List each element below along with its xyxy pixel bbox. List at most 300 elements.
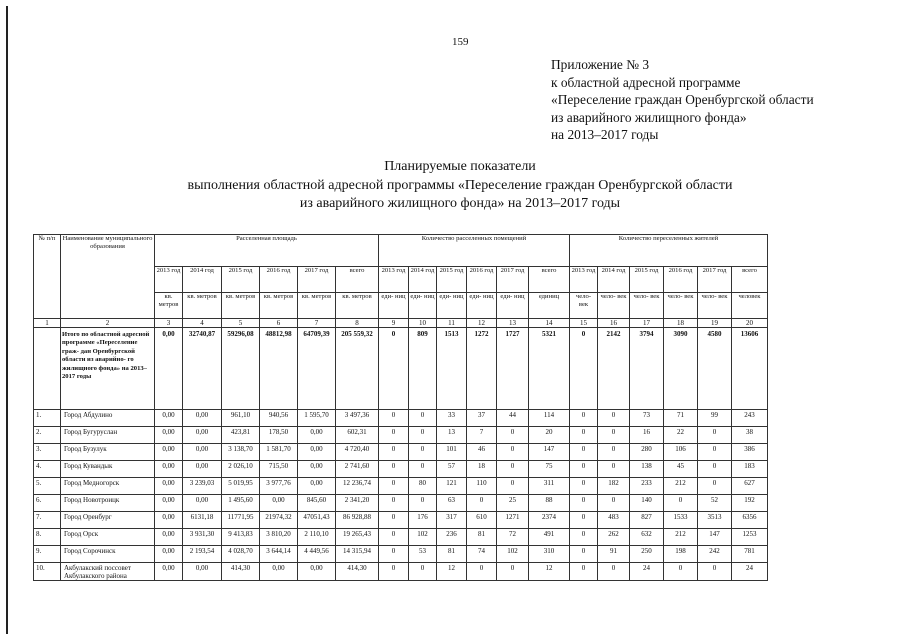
table-cell: 0 [698,478,732,495]
column-number: 8 [336,319,379,328]
column-number: 1 [34,319,61,328]
header-unit: кв. метров [222,293,260,319]
table-cell: 0 [379,563,409,581]
table-cell: 262 [598,529,630,546]
table-cell: 106 [664,444,698,461]
total-cell: 48812,98 [260,328,298,410]
table-cell: 0,00 [155,461,183,478]
table-cell: 1253 [732,529,768,546]
table-cell: 0 [379,495,409,512]
column-number: 10 [409,319,437,328]
table-cell: 183 [732,461,768,478]
column-number: 14 [529,319,570,328]
table-row [34,495,768,512]
header-year: 2016 год [664,267,698,293]
table-cell: 0,00 [183,410,222,427]
header-year: 2013 год [155,267,183,293]
table-cell: 6356 [732,512,768,529]
table-cell: 13 [437,427,467,444]
table-cell: 0,00 [155,478,183,495]
header-year: 2014 год [598,267,630,293]
table-cell: 0 [497,563,529,581]
table-cell: 178,50 [260,427,298,444]
table-cell: 0 [570,410,598,427]
table-cell: 212 [664,478,698,495]
table-cell: 491 [529,529,570,546]
table-cell: 0 [570,427,598,444]
table-row [34,512,768,529]
table-cell: 0 [379,444,409,461]
table-cell: 0 [409,427,437,444]
total-cell: 0,00 [155,328,183,410]
table-cell: 1 581,70 [260,444,298,461]
appendix-line: «Переселение граждан Оренбургской области [551,92,814,107]
table-cell: 16 [630,427,664,444]
table-cell: 9 413,83 [222,529,260,546]
table-cell: 81 [467,529,497,546]
table-cell: 0 [379,427,409,444]
table-cell: 781 [732,546,768,563]
row-number: 8. [34,529,61,546]
table-cell: 88 [529,495,570,512]
table-cell: 610 [467,512,497,529]
appendix-header [551,56,814,144]
column-number: 6 [260,319,298,328]
table-cell: 0 [409,495,437,512]
table-cell: 0,00 [260,563,298,581]
table-cell: 121 [437,478,467,495]
table-cell: 1533 [664,512,698,529]
table-cell: 243 [732,410,768,427]
header-year: всего [336,267,379,293]
table-row [34,427,768,444]
table-cell: 2 741,60 [336,461,379,478]
header-year: 2015 год [222,267,260,293]
table-cell: 138 [630,461,664,478]
table-cell: 14 315,94 [336,546,379,563]
header-count-group: Количество расселенных помещений [379,235,570,267]
table-cell: 91 [598,546,630,563]
table-cell: 250 [630,546,664,563]
table-cell: 414,30 [336,563,379,581]
column-number: 17 [630,319,664,328]
municipality-name: Город Абдулино [61,410,155,427]
header-unit: чело- век [630,293,664,319]
title-line: выполнения областной адресной программы «Переселение граждан Оренбургской области [187,177,733,193]
table-cell: 0,00 [155,444,183,461]
table-cell: 3 497,36 [336,410,379,427]
table-cell: 0,00 [155,563,183,581]
table-cell: 3 138,70 [222,444,260,461]
table-cell: 0 [497,478,529,495]
column-number: 19 [698,319,732,328]
table-cell: 0,00 [298,444,336,461]
table-cell: 37 [467,410,497,427]
row-number: 2. [34,427,61,444]
column-number: 9 [379,319,409,328]
table-cell: 212 [664,529,698,546]
total-cell: 1727 [497,328,529,410]
table-cell: 2 341,20 [336,495,379,512]
table-cell: 940,56 [260,410,298,427]
table-cell: 827 [630,512,664,529]
municipality-name: Город Сорочинск [61,546,155,563]
header-people-group: Количество переселенных жителей [570,235,768,267]
table-cell: 25 [497,495,529,512]
header-year: 2013 год [570,267,598,293]
table-cell: 0,00 [155,546,183,563]
table-cell: 81 [437,546,467,563]
header-unit: чело- век [664,293,698,319]
table-cell: 602,31 [336,427,379,444]
municipality-name: Акбулакский поссовет Акбулакского района [61,563,155,581]
table-cell: 4 720,40 [336,444,379,461]
table-cell: 2 110,10 [298,529,336,546]
table-cell: 0 [379,478,409,495]
table-cell: 80 [409,478,437,495]
header-year: 2016 год [467,267,497,293]
table-cell: 423,81 [222,427,260,444]
table-cell: 0 [497,461,529,478]
table-cell: 33 [437,410,467,427]
row-number: 9. [34,546,61,563]
column-number: 20 [732,319,768,328]
table-cell: 0,00 [183,444,222,461]
table-cell: 57 [437,461,467,478]
table-cell: 0,00 [298,461,336,478]
table-cell: 317 [437,512,467,529]
row-number: 1. [34,410,61,427]
total-cell: 1513 [437,328,467,410]
total-cell: 3794 [630,328,664,410]
table-cell: 0 [598,427,630,444]
table-cell: 1 495,60 [222,495,260,512]
table-cell: 4 028,70 [222,546,260,563]
table-cell: 11771,95 [222,512,260,529]
total-cell: 809 [409,328,437,410]
table-row [34,444,768,461]
table-cell: 74 [467,546,497,563]
appendix-line: к областной адресной программе [551,74,741,90]
table-cell: 0 [698,444,732,461]
municipality-name: Город Орск [61,529,155,546]
header-year: 2014 год [183,267,222,293]
table-cell: 0 [570,529,598,546]
table-row [34,546,768,563]
table-cell: 71 [664,410,698,427]
table-row [34,563,768,581]
table-cell: 845,60 [298,495,336,512]
table-cell: 0 [379,512,409,529]
column-number: 16 [598,319,630,328]
table-cell: 627 [732,478,768,495]
municipality-name: Город Кувандык [61,461,155,478]
column-number: 7 [298,319,336,328]
table-cell: 114 [529,410,570,427]
table-cell: 63 [437,495,467,512]
table-cell: 45 [664,461,698,478]
table-cell: 242 [698,546,732,563]
municipality-name: Город Оренбург [61,512,155,529]
column-number: 5 [222,319,260,328]
table-cell: 0 [698,427,732,444]
table-cell: 0,00 [298,563,336,581]
total-name: Итого по областной адресной программе «Переселение граж- дан Оренбургской области из аварийно- го жилищного фонда» на 2013–2017 годы [61,328,155,410]
table-cell: 0,00 [155,410,183,427]
header-unit: еди- ниц [437,293,467,319]
header-unit: единиц [529,293,570,319]
header-unit: кв. метров [336,293,379,319]
table-cell: 7 [467,427,497,444]
table-cell: 0,00 [155,512,183,529]
total-cell: 3090 [664,328,698,410]
table-cell: 0 [664,495,698,512]
row-number [34,328,61,410]
table-cell: 0 [570,546,598,563]
table-cell: 147 [529,444,570,461]
table-cell: 0 [570,461,598,478]
header-year: 2016 год [260,267,298,293]
table-cell: 0,00 [183,427,222,444]
header-year: всего [529,267,570,293]
table-cell: 19 265,43 [336,529,379,546]
table-cell: 0 [409,461,437,478]
table-cell: 0,00 [183,495,222,512]
header-year: 2015 год [630,267,664,293]
header-unit: еди- ниц [497,293,529,319]
table-cell: 24 [732,563,768,581]
table-cell: 386 [732,444,768,461]
total-cell: 205 559,32 [336,328,379,410]
table-cell: 0,00 [298,427,336,444]
table-cell: 21974,32 [260,512,298,529]
table-cell: 0 [409,563,437,581]
table-cell: 3 977,76 [260,478,298,495]
document-title [100,158,820,214]
total-cell: 1272 [467,328,497,410]
table-cell: 20 [529,427,570,444]
table-cell: 0 [570,512,598,529]
appendix-line: Приложение № 3 [551,57,650,72]
row-number: 6. [34,495,61,512]
table-row [34,461,768,478]
table-cell: 0 [379,546,409,563]
table-cell: 2 193,54 [183,546,222,563]
table-cell: 72 [497,529,529,546]
table-cell: 0 [698,461,732,478]
header-unit: еди- ниц [409,293,437,319]
total-cell: 0 [379,328,409,410]
table-cell: 0,00 [183,461,222,478]
table-cell: 0 [598,563,630,581]
header-municipality: Наименование муниципального образования [61,235,155,319]
header-unit: кв. метров [155,293,183,319]
table-cell: 0 [598,461,630,478]
table-cell: 53 [409,546,437,563]
table-cell: 176 [409,512,437,529]
table-cell: 0 [379,410,409,427]
table-cell: 310 [529,546,570,563]
table-cell: 12 236,74 [336,478,379,495]
page-number: 159 [452,36,469,48]
header-year: 2015 год [437,267,467,293]
row-number: 4. [34,461,61,478]
column-number: 3 [155,319,183,328]
appendix-line: из аварийного жилищного фонда» [551,109,747,125]
total-cell: 64709,39 [298,328,336,410]
municipality-name: Город Медногорск [61,478,155,495]
header-unit: кв. метров [183,293,222,319]
table-cell: 0,00 [298,478,336,495]
table-cell: 101 [437,444,467,461]
table-cell: 1 595,70 [298,410,336,427]
table-cell: 0 [598,495,630,512]
header-year: 2014 год [409,267,437,293]
table-cell: 311 [529,478,570,495]
table-cell: 192 [732,495,768,512]
title-line: Планируемые показатели [384,159,536,174]
table-cell: 3 931,30 [183,529,222,546]
column-number: 18 [664,319,698,328]
table-cell: 0 [570,563,598,581]
total-cell: 4580 [698,328,732,410]
table-row [34,529,768,546]
table-cell: 99 [698,410,732,427]
table-cell: 4 449,56 [298,546,336,563]
table-cell: 0 [664,563,698,581]
row-number: 10. [34,563,61,581]
total-cell: 32740,87 [183,328,222,410]
total-cell: 13606 [732,328,768,410]
table-cell: 280 [630,444,664,461]
table-cell: 0 [497,444,529,461]
table-cell: 73 [630,410,664,427]
table-cell: 0 [698,563,732,581]
header-year: всего [732,267,768,293]
table-cell: 483 [598,512,630,529]
table-cell: 0 [409,444,437,461]
table-cell: 236 [437,529,467,546]
table-cell: 182 [598,478,630,495]
table-cell: 3 810,20 [260,529,298,546]
column-number: 2 [61,319,155,328]
header-unit: чело- век [698,293,732,319]
table-cell: 715,50 [260,461,298,478]
column-number: 12 [467,319,497,328]
table-cell: 632 [630,529,664,546]
table-cell: 0 [598,410,630,427]
table-cell: 3 644,14 [260,546,298,563]
header-area-group: Расселенная площадь [155,235,379,267]
table-cell: 75 [529,461,570,478]
header-unit: человек [732,293,768,319]
header-unit: кв. метров [260,293,298,319]
table-cell: 18 [467,461,497,478]
table-cell: 147 [698,529,732,546]
table-cell: 0,00 [155,529,183,546]
table-cell: 140 [630,495,664,512]
municipality-name: Город Новотроицк [61,495,155,512]
table-cell: 0 [467,563,497,581]
title-line: из аварийного жилищного фонда» на 2013–2017 годы [299,196,621,211]
table-cell: 0,00 [260,495,298,512]
appendix-line: на 2013–2017 годы [551,127,659,142]
column-number: 13 [497,319,529,328]
table-cell: 1271 [497,512,529,529]
table-cell: 0 [570,495,598,512]
table-cell: 414,30 [222,563,260,581]
table-cell: 233 [630,478,664,495]
table-cell: 0 [570,444,598,461]
table-cell: 2 026,10 [222,461,260,478]
table-cell: 102 [497,546,529,563]
header-unit: еди- ниц [467,293,497,319]
header-year: 2017 год [298,267,336,293]
municipality-name: Город Бузулук [61,444,155,461]
table-cell: 0 [409,410,437,427]
table-cell: 12 [437,563,467,581]
header-unit: еди- ниц [379,293,409,319]
table-cell: 24 [630,563,664,581]
column-number: 15 [570,319,598,328]
row-number: 3. [34,444,61,461]
table-cell: 0 [497,427,529,444]
total-cell: 59296,08 [222,328,260,410]
table-cell: 46 [467,444,497,461]
table-cell: 0 [467,495,497,512]
total-cell: 2142 [598,328,630,410]
table-cell: 6131,18 [183,512,222,529]
table-cell: 47051,43 [298,512,336,529]
total-cell: 0 [570,328,598,410]
table-cell: 0,00 [155,427,183,444]
table-cell: 12 [529,563,570,581]
table-cell: 110 [467,478,497,495]
table-cell: 44 [497,410,529,427]
indicators-table [33,234,768,581]
table-cell: 2374 [529,512,570,529]
header-unit: чело- век [570,293,598,319]
table-cell: 3513 [698,512,732,529]
page-border [6,6,8,634]
header-number: № п/п [34,235,61,319]
table-row [34,478,768,495]
table-cell: 0,00 [183,563,222,581]
table-cell: 22 [664,427,698,444]
row-number: 7. [34,512,61,529]
column-number: 11 [437,319,467,328]
table-cell: 0 [598,444,630,461]
table-cell: 0 [379,461,409,478]
table-cell: 52 [698,495,732,512]
table-cell: 3 239,03 [183,478,222,495]
table-cell: 961,10 [222,410,260,427]
table-cell: 86 928,88 [336,512,379,529]
header-year: 2013 год [379,267,409,293]
municipality-name: Город Бугуруслан [61,427,155,444]
header-year: 2017 год [497,267,529,293]
table-cell: 102 [409,529,437,546]
table-cell: 198 [664,546,698,563]
header-unit: кв. метров [298,293,336,319]
header-year: 2017 год [698,267,732,293]
table-cell: 5 019,95 [222,478,260,495]
table-row [34,410,768,427]
table-cell: 0,00 [155,495,183,512]
column-number: 4 [183,319,222,328]
header-unit: чело- век [598,293,630,319]
total-cell: 5321 [529,328,570,410]
